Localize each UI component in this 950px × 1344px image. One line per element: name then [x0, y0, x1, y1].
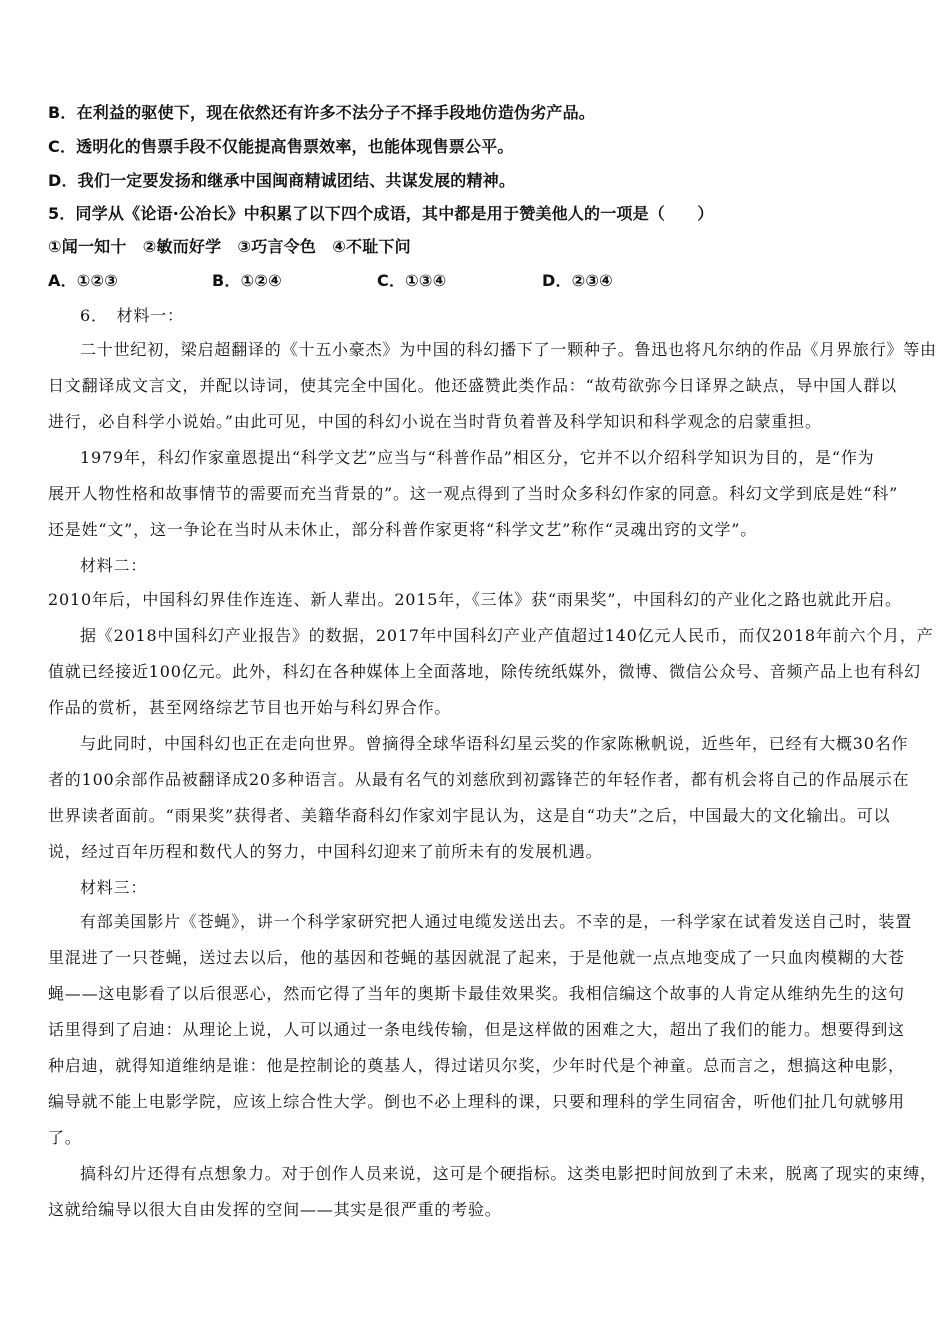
passage-line: 日文翻译成文言文，并配以诗词，使其完全中国化。他还盛赞此类作品：“故苟欲弥今日译界之缺点，导中国人群以	[48, 376, 897, 395]
material-heading: 材料二：	[80, 556, 148, 575]
passage-line: 作品的赏析，甚至网络综艺节目也开始与科幻界合作。	[48, 698, 452, 717]
passage-line: 者的100余部作品被翻译成20多种语言。从最有名气的刘慈欣到初露锋芒的年轻作者，都有机会将自己的作品展示在	[48, 770, 910, 789]
passage-line: 编导就不能上电影学院，应该上综合性大学。倒也不必上理科的课，只要和理科的学生同宿舍，听他们扯几句就够用	[48, 1092, 905, 1111]
passage-line: 世界读者面前。“雨果奖”获得者、美籍华裔科幻作家刘宇昆认为，这是自“功夫”之后，中国最大的文化输出。可以	[48, 806, 891, 825]
passage-line: 话里得到了启迪：从理论上说，人可以通过一条电线传输，但是这样做的困难之大，超出了我们的能力。想要得到这	[48, 1020, 905, 1039]
q5-option-a: A．①②③	[48, 271, 119, 290]
passage-line: 2010年后，中国科幻界佳作连连、新人辈出。2015年，《三体》获“雨果奖”，中国科幻的产业化之路也就此开启。	[48, 590, 902, 609]
q5-options	[48, 271, 906, 291]
passage-line: 值就已经接近100亿元。此外，科幻在各种媒体上全面落地，除传统纸媒外，微博、微信公众号、音频产品上也有科幻	[48, 662, 921, 681]
q4-option-d: D．我们一定要发扬和继承中国闽商精诚团结、共谋发展的精神。	[48, 171, 516, 190]
q5-items: ①闻一知十 ②敏而好学 ③巧言令色 ④不耻下问	[48, 237, 411, 256]
passage-line: 里混进了一只苍蝇，送过去以后，他的基因和苍蝇的基因就混了起来，于是他就一点点地变成了一只血肉模糊的大苍	[48, 948, 905, 967]
passage-line: 进行，必自科学小说始。”由此可见，中国的科幻小说在当时背负着普及科学知识和科学观念的启蒙重担。	[48, 412, 822, 431]
passage-line: 与此同时，中国科幻也正在走向世界。曾摘得全球华语科幻星云奖的作家陈楸帆说，近些年，已经有大概30名作	[80, 734, 909, 753]
passage-line: 据《2018中国科幻产业报告》的数据，2017年中国科幻产业产值超过140亿元人民币，而仅2018年前六个月，产	[80, 626, 934, 645]
q4-option-c: C．透明化的售票手段不仅能提高售票效率，也能体现售票公平。	[48, 137, 514, 156]
passage-line: 还是姓“文”，这一争论在当时从未休止，部分科普作家更将“科学文艺”称作“灵魂出窍的文学”。	[48, 520, 758, 539]
q6-heading: 6． 材料一：	[80, 306, 184, 325]
material-heading: 材料三：	[80, 878, 148, 897]
passage-line: 有部美国影片《苍蝇》，讲一个科学家研究把人通过电缆发送出去。不幸的是，一科学家在试着发送自己时，装置	[80, 912, 913, 931]
passage-line: 二十世纪初，梁启超翻译的《十五小豪杰》为中国的科幻播下了一颗种子。鲁迅也将凡尔纳的作品《月界旅行》等由	[80, 340, 937, 359]
passage-line: 1979年，科幻作家童恩提出“科学文艺”应当与“科普作品”相区分，它并不以介绍科学知识为目的，是“作为	[80, 448, 875, 467]
q5-option-c: C．①③④	[377, 271, 447, 290]
q5-option-b: B．①②④	[212, 271, 282, 290]
passage-line: 展开人物性格和故事情节的需要而充当背景的”。这一观点得到了当时众多科幻作家的同意。科幻文学到底是姓“科”	[48, 484, 899, 503]
q5-option-d: D．②③④	[542, 271, 613, 290]
passage-line: 蝇——这电影看了以后很恶心，然而它得了当年的奥斯卡最佳效果奖。我相信编这个故事的人肯定从维纳先生的这句	[48, 984, 905, 1003]
passage-line: 了。	[48, 1128, 82, 1147]
passage-line: 搞科幻片还得有点想象力。对于创作人员来说，这可是个硬指标。这类电影把时间放到了未来，脱离了现实的束缚，	[80, 1164, 937, 1183]
q4-option-b: B．在利益的驱使下，现在依然还有许多不法分子不择手段地仿造伪劣产品。	[48, 103, 595, 122]
passage-line: 说，经过百年历程和数代人的努力，中国科幻迎来了前所未有的发展机遇。	[48, 842, 603, 861]
passage-line: 这就给编导以很大自由发挥的空间——其实是很严重的考验。	[48, 1200, 502, 1219]
q5-stem: 5．同学从《论语·公冶长》中积累了以下四个成语，其中都是用于赞美他人的一项是（ ）	[48, 204, 714, 223]
passage-line: 种启迪，就得知道维纳是谁：他是控制论的奠基人，得过诺贝尔奖，少年时代是个神童。总而言之，想搞这种电影，	[48, 1056, 905, 1075]
